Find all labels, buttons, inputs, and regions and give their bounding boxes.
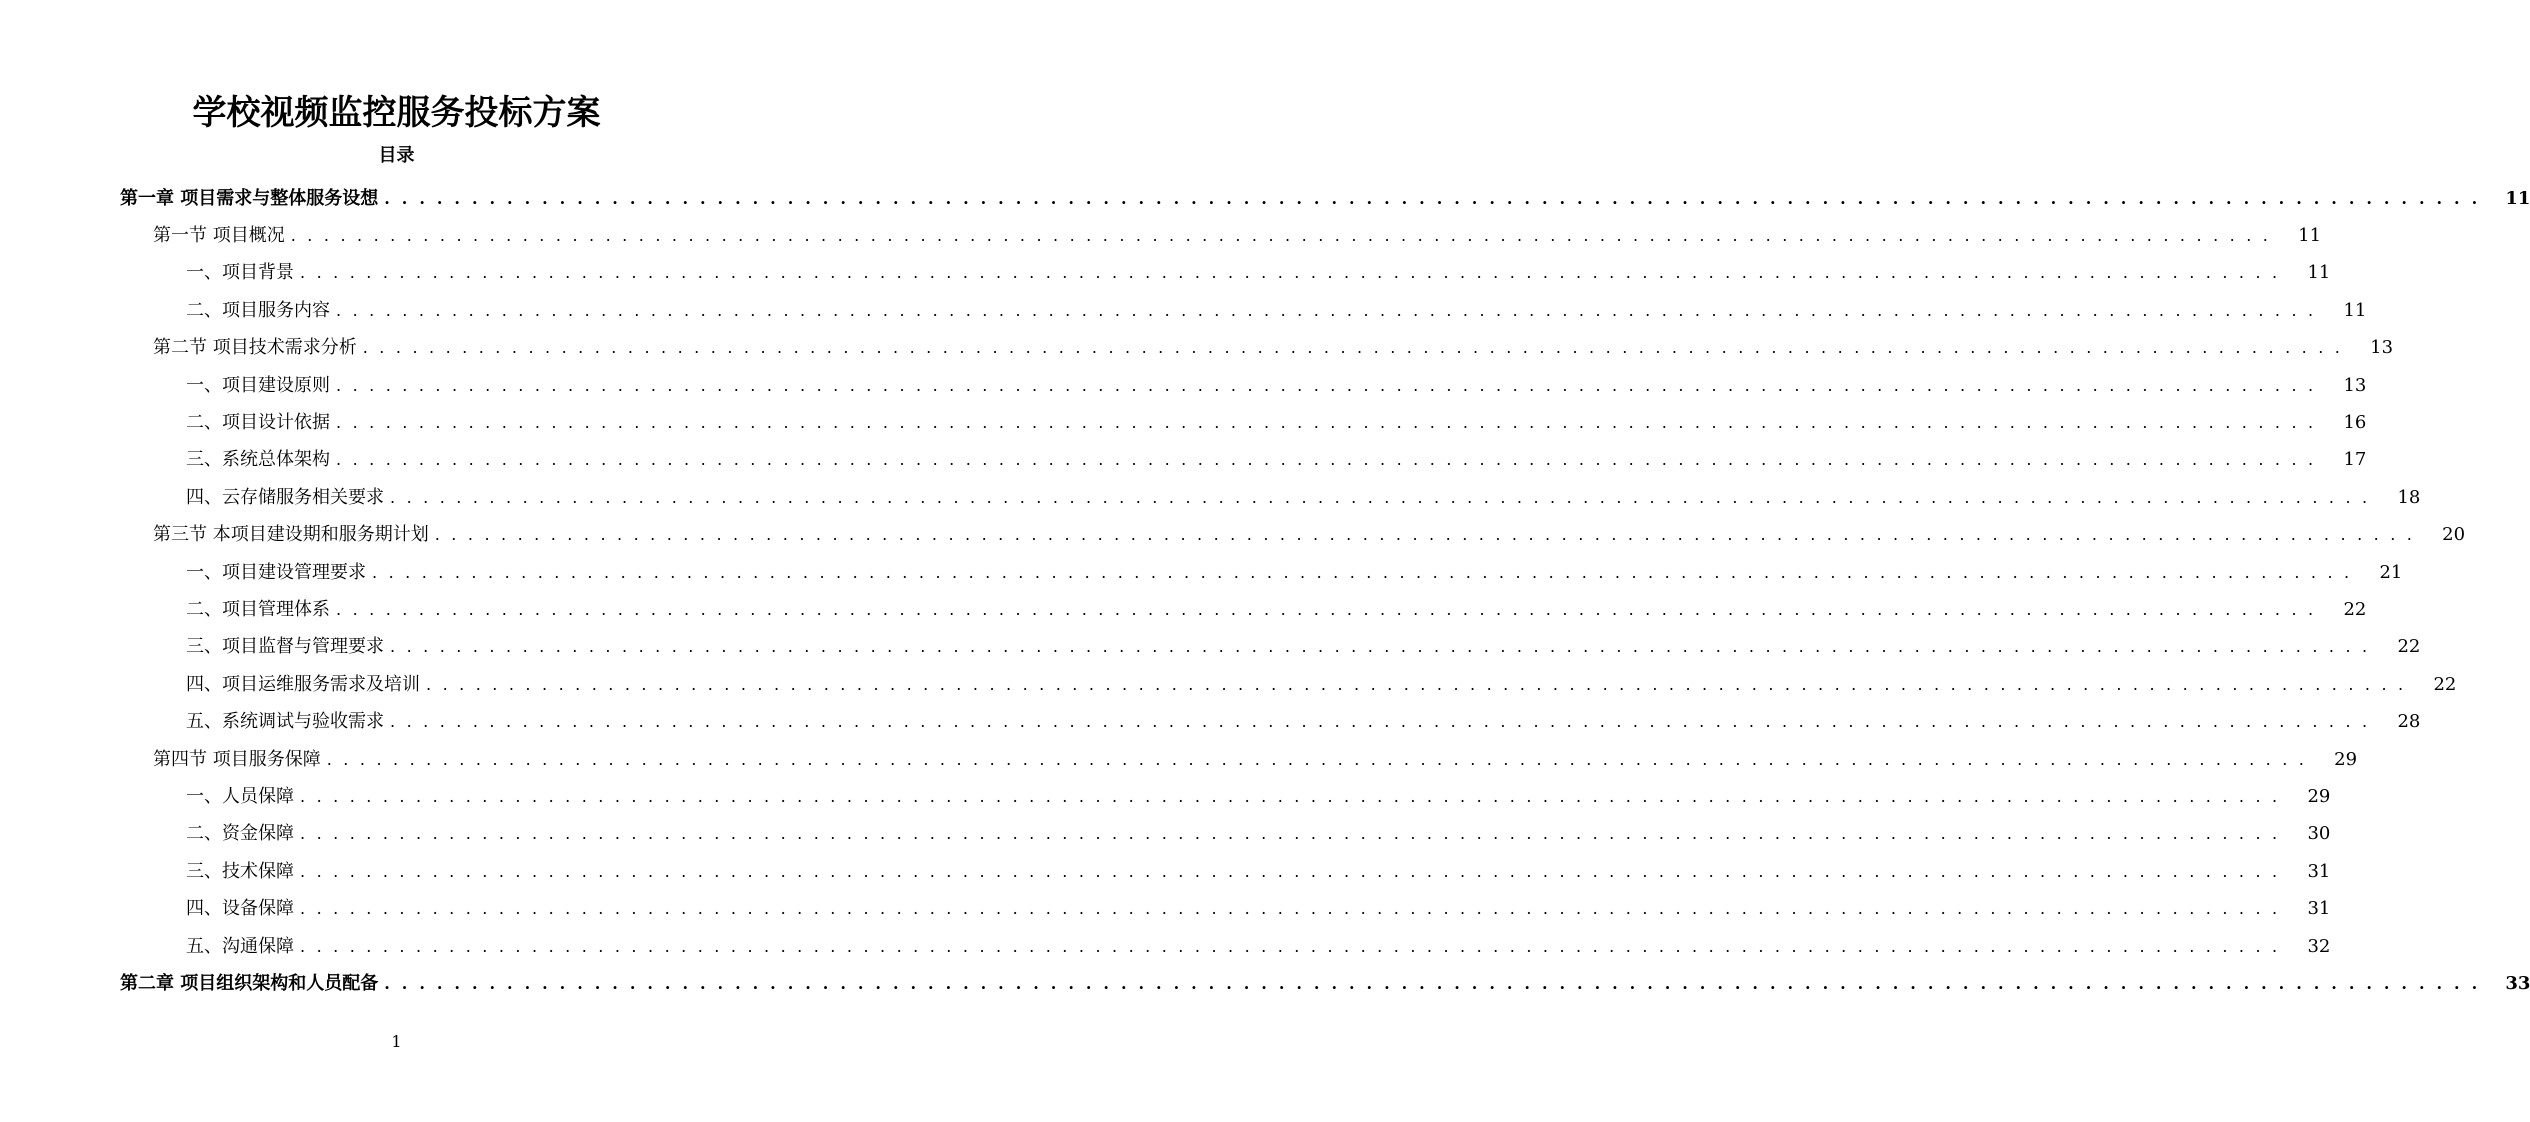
toc-entry-title: 二、项目管理体系 [186,597,336,623]
toc-subsection-entry[interactable] [0,703,2421,740]
toc-entry-title: 一、项目背景 [186,260,300,286]
toc-entry-page: 22 [2343,598,2367,620]
toc-subsection-entry[interactable] [0,853,2331,890]
toc-entry-page: 13 [2370,337,2394,359]
toc-dot-leader: . . . . . . . . . . . . . . . . . . . . . . . . . . . . . . . . . . . . . . . . . . . . . . . . . . . . . . . . . . . . . . . . . . . . . . . . . . . . . . . . . . . . . . . . . . . . . . . . . . . . . . . . . . . . . . . . . . . . . . . . [384,973,2481,993]
toc-dot-leader: . . . . . . . . . . . . . . . . . . . . . . . . . . . . . . . . . . . . . . . . . . . . . . . . . . . . . . . . . . . . . . . . . . . . . . . . . . . . . . . . . . . . . . . . . . . . . . . . . . . . . . . . . . . . . . . . . . . . . . . . [300,263,2281,283]
toc-subsection-entry[interactable] [0,479,2421,516]
toc-section-entry[interactable] [0,330,2394,367]
document-title: 学校视频监控服务投标方案 [192,93,601,133]
toc-subsection-entry[interactable] [0,367,2367,404]
toc-entry-page: 16 [2343,412,2367,434]
toc-entry-title: 第一节 项目概况 [153,223,291,249]
toc-subsection-entry[interactable] [0,666,2457,703]
toc-entry-page: 30 [2307,823,2331,845]
toc-dot-leader: . . . . . . . . . . . . . . . . . . . . . . . . . . . . . . . . . . . . . . . . . . . . . . . . . . . . . . . . . . . . . . . . . . . . . . . . . . . . . . . . . . . . . . . . . . . . . . . . . . . . . . . . . . . . . . . . . . . . . . . . [336,450,2317,470]
toc-entry-page: 18 [2397,486,2421,508]
toc-entry-title: 二、项目设计依据 [186,410,336,436]
toc-entry-title: 一、项目建设管理要求 [186,560,372,586]
toc-entry-title: 二、项目服务内容 [186,298,336,324]
toc-dot-leader: . . . . . . . . . . . . . . . . . . . . . . . . . . . . . . . . . . . . . . . . . . . . . . . . . . . . . . . . . . . . . . . . . . . . . . . . . . . . . . . . . . . . . . . . . . . . . . . . . . . . . . . . . . . . . . . . . . . . . . . . [300,824,2281,844]
toc-subsection-entry[interactable] [0,778,2331,815]
toc-dot-leader: . . . . . . . . . . . . . . . . . . . . . . . . . . . . . . . . . . . . . . . . . . . . . . . . . . . . . . . . . . . . . . . . . . . . . . . . . . . . . . . . . . . . . . . . . . . . . . . . . . . . . . . . . . . . . . . . . . . . . . . . [300,861,2281,881]
toc-dot-leader: . . . . . . . . . . . . . . . . . . . . . . . . . . . . . . . . . . . . . . . . . . . . . . . . . . . . . . . . . . . . . . . . . . . . . . . . . . . . . . . . . . . . . . . . . . . . . . . . . . . . . . . . . . . . . . . . . . . . . . . . [372,562,2353,582]
toc-entry-title: 四、云存储服务相关要求 [186,485,390,511]
toc-entry-page: 29 [2307,785,2331,807]
toc-entry-title: 一、项目建设原则 [186,373,336,399]
toc-entry-page: 32 [2307,935,2331,957]
toc-dot-leader: . . . . . . . . . . . . . . . . . . . . . . . . . . . . . . . . . . . . . . . . . . . . . . . . . . . . . . . . . . . . . . . . . . . . . . . . . . . . . . . . . . . . . . . . . . . . . . . . . . . . . . . . . . . . . . . . . . . . . . . . [336,300,2317,320]
toc-entry-title: 第二节 项目技术需求分析 [153,335,363,361]
toc-entry-page: 11 [2505,187,2530,209]
toc-entry-page: 17 [2343,449,2367,471]
toc-heading: 目录 [378,145,415,166]
toc-subsection-entry[interactable] [0,404,2367,441]
toc-dot-leader: . . . . . . . . . . . . . . . . . . . . . . . . . . . . . . . . . . . . . . . . . . . . . . . . . . . . . . . . . . . . . . . . . . . . . . . . . . . . . . . . . . . . . . . . . . . . . . . . . . . . . . . . . . . . . . . . . . . . . . . . [336,413,2317,433]
toc-subsection-entry[interactable] [0,554,2403,591]
toc-dot-leader: . . . . . . . . . . . . . . . . . . . . . . . . . . . . . . . . . . . . . . . . . . . . . . . . . . . . . . . . . . . . . . . . . . . . . . . . . . . . . . . . . . . . . . . . . . . . . . . . . . . . . . . . . . . . . . . . . . . . . . . . [362,338,2344,358]
toc-entry-title: 二、资金保障 [186,821,300,847]
toc-subsection-entry[interactable] [0,292,2367,329]
toc-subsection-entry[interactable] [0,591,2367,628]
toc-dot-leader: . . . . . . . . . . . . . . . . . . . . . . . . . . . . . . . . . . . . . . . . . . . . . . . . . . . . . . . . . . . . . . . . . . . . . . . . . . . . . . . . . . . . . . . . . . . . . . . . . . . . . . . . . . . . . . . . . . . . . . . . [390,637,2371,657]
toc-entry-page: 13 [2343,374,2367,396]
toc-dot-leader: . . . . . . . . . . . . . . . . . . . . . . . . . . . . . . . . . . . . . . . . . . . . . . . . . . . . . . . . . . . . . . . . . . . . . . . . . . . . . . . . . . . . . . . . . . . . . . . . . . . . . . . . . . . . . . . . . . . . . . . . [390,712,2371,732]
toc-entry-title: 五、系统调试与验收需求 [186,709,390,735]
toc-subsection-entry[interactable] [0,816,2331,853]
toc-dot-leader: . . . . . . . . . . . . . . . . . . . . . . . . . . . . . . . . . . . . . . . . . . . . . . . . . . . . . . . . . . . . . . . . . . . . . . . . . . . . . . . . . . . . . . . . . . . . . . . . . . . . . . . . . . . . . . . . . . . . . . . . [300,899,2281,919]
toc-dot-leader: . . . . . . . . . . . . . . . . . . . . . . . . . . . . . . . . . . . . . . . . . . . . . . . . . . . . . . . . . . . . . . . . . . . . . . . . . . . . . . . . . . . . . . . . . . . . . . . . . . . . . . . . . . . . . . . . . . . . . . . . [300,786,2281,806]
toc-dot-leader: . . . . . . . . . . . . . . . . . . . . . . . . . . . . . . . . . . . . . . . . . . . . . . . . . . . . . . . . . . . . . . . . . . . . . . . . . . . . . . . . . . . . . . . . . . . . . . . . . . . . . . . . . . . . . . . . . . . . . . . . [426,674,2407,694]
toc-entry-title: 三、系统总体架构 [186,447,336,473]
toc-entry-page: 20 [2442,524,2466,546]
toc-entry-page: 28 [2397,711,2421,733]
toc-entry-page: 31 [2307,860,2331,882]
toc-dot-leader: . . . . . . . . . . . . . . . . . . . . . . . . . . . . . . . . . . . . . . . . . . . . . . . . . . . . . . . . . . . . . . . . . . . . . . . . . . . . . . . . . . . . . . . . . . . . . . . . . . . . . . . . . . . . . . . . . . . . . . . . [300,936,2281,956]
toc-subsection-entry[interactable] [0,629,2421,666]
toc-entry-title: 三、项目监督与管理要求 [186,634,390,660]
toc-entry-page: 29 [2334,748,2358,770]
toc-dot-leader: . . . . . . . . . . . . . . . . . . . . . . . . . . . . . . . . . . . . . . . . . . . . . . . . . . . . . . . . . . . . . . . . . . . . . . . . . . . . . . . . . . . . . . . . . . . . . . . . . . . . . . . . . . . . . . . . . . . . . . . . [390,487,2371,507]
toc-subsection-entry[interactable] [0,255,2331,292]
table-of-contents [0,180,2530,1003]
toc-entry-title: 第二章 项目组织架构和人员配备 [120,971,384,997]
toc-dot-leader: . . . . . . . . . . . . . . . . . . . . . . . . . . . . . . . . . . . . . . . . . . . . . . . . . . . . . . . . . . . . . . . . . . . . . . . . . . . . . . . . . . . . . . . . . . . . . . . . . . . . . . . . . . . . . . . . . . . . . . . . [290,226,2272,246]
toc-entry-title: 三、技术保障 [186,859,300,885]
toc-entry-title: 第四节 项目服务保障 [153,747,327,773]
toc-entry-page: 21 [2379,561,2403,583]
toc-entry-page: 33 [2505,972,2530,994]
toc-entry-page: 31 [2307,898,2331,920]
toc-entry-title: 四、设备保障 [186,896,300,922]
toc-entry-title: 第一章 项目需求与整体服务设想 [120,186,384,212]
toc-chapter-entry[interactable] [0,180,2530,217]
page-number: 1 [391,1032,402,1051]
toc-entry-title: 四、项目运维服务需求及培训 [186,672,426,698]
toc-entry-page: 11 [2307,262,2331,284]
toc-dot-leader: . . . . . . . . . . . . . . . . . . . . . . . . . . . . . . . . . . . . . . . . . . . . . . . . . . . . . . . . . . . . . . . . . . . . . . . . . . . . . . . . . . . . . . . . . . . . . . . . . . . . . . . . . . . . . . . . . . . . . . . . [336,599,2317,619]
toc-subsection-entry[interactable] [0,928,2331,965]
toc-section-entry[interactable] [0,741,2358,778]
toc-entry-title: 第三节 本项目建设期和服务期计划 [153,522,435,548]
toc-dot-leader: . . . . . . . . . . . . . . . . . . . . . . . . . . . . . . . . . . . . . . . . . . . . . . . . . . . . . . . . . . . . . . . . . . . . . . . . . . . . . . . . . . . . . . . . . . . . . . . . . . . . . . . . . . . . . . . . . . . . . . . . [384,188,2481,208]
toc-section-entry[interactable] [0,217,2322,254]
toc-dot-leader: . . . . . . . . . . . . . . . . . . . . . . . . . . . . . . . . . . . . . . . . . . . . . . . . . . . . . . . . . . . . . . . . . . . . . . . . . . . . . . . . . . . . . . . . . . . . . . . . . . . . . . . . . . . . . . . . . . . . . . . . [434,525,2416,545]
toc-entry-page: 11 [2343,299,2367,321]
toc-entry-page: 22 [2397,636,2421,658]
toc-entry-page: 11 [2298,225,2322,247]
toc-dot-leader: . . . . . . . . . . . . . . . . . . . . . . . . . . . . . . . . . . . . . . . . . . . . . . . . . . . . . . . . . . . . . . . . . . . . . . . . . . . . . . . . . . . . . . . . . . . . . . . . . . . . . . . . . . . . . . . . . . . . . . . . [336,375,2317,395]
toc-dot-leader: . . . . . . . . . . . . . . . . . . . . . . . . . . . . . . . . . . . . . . . . . . . . . . . . . . . . . . . . . . . . . . . . . . . . . . . . . . . . . . . . . . . . . . . . . . . . . . . . . . . . . . . . . . . . . . . . . . . . . . . . [326,749,2308,769]
toc-subsection-entry[interactable] [0,890,2331,927]
toc-section-entry[interactable] [0,517,2466,554]
toc-chapter-entry[interactable] [0,965,2530,1002]
toc-entry-title: 一、人员保障 [186,784,300,810]
toc-entry-title: 五、沟通保障 [186,934,300,960]
toc-entry-page: 22 [2433,673,2457,695]
toc-subsection-entry[interactable] [0,442,2367,479]
